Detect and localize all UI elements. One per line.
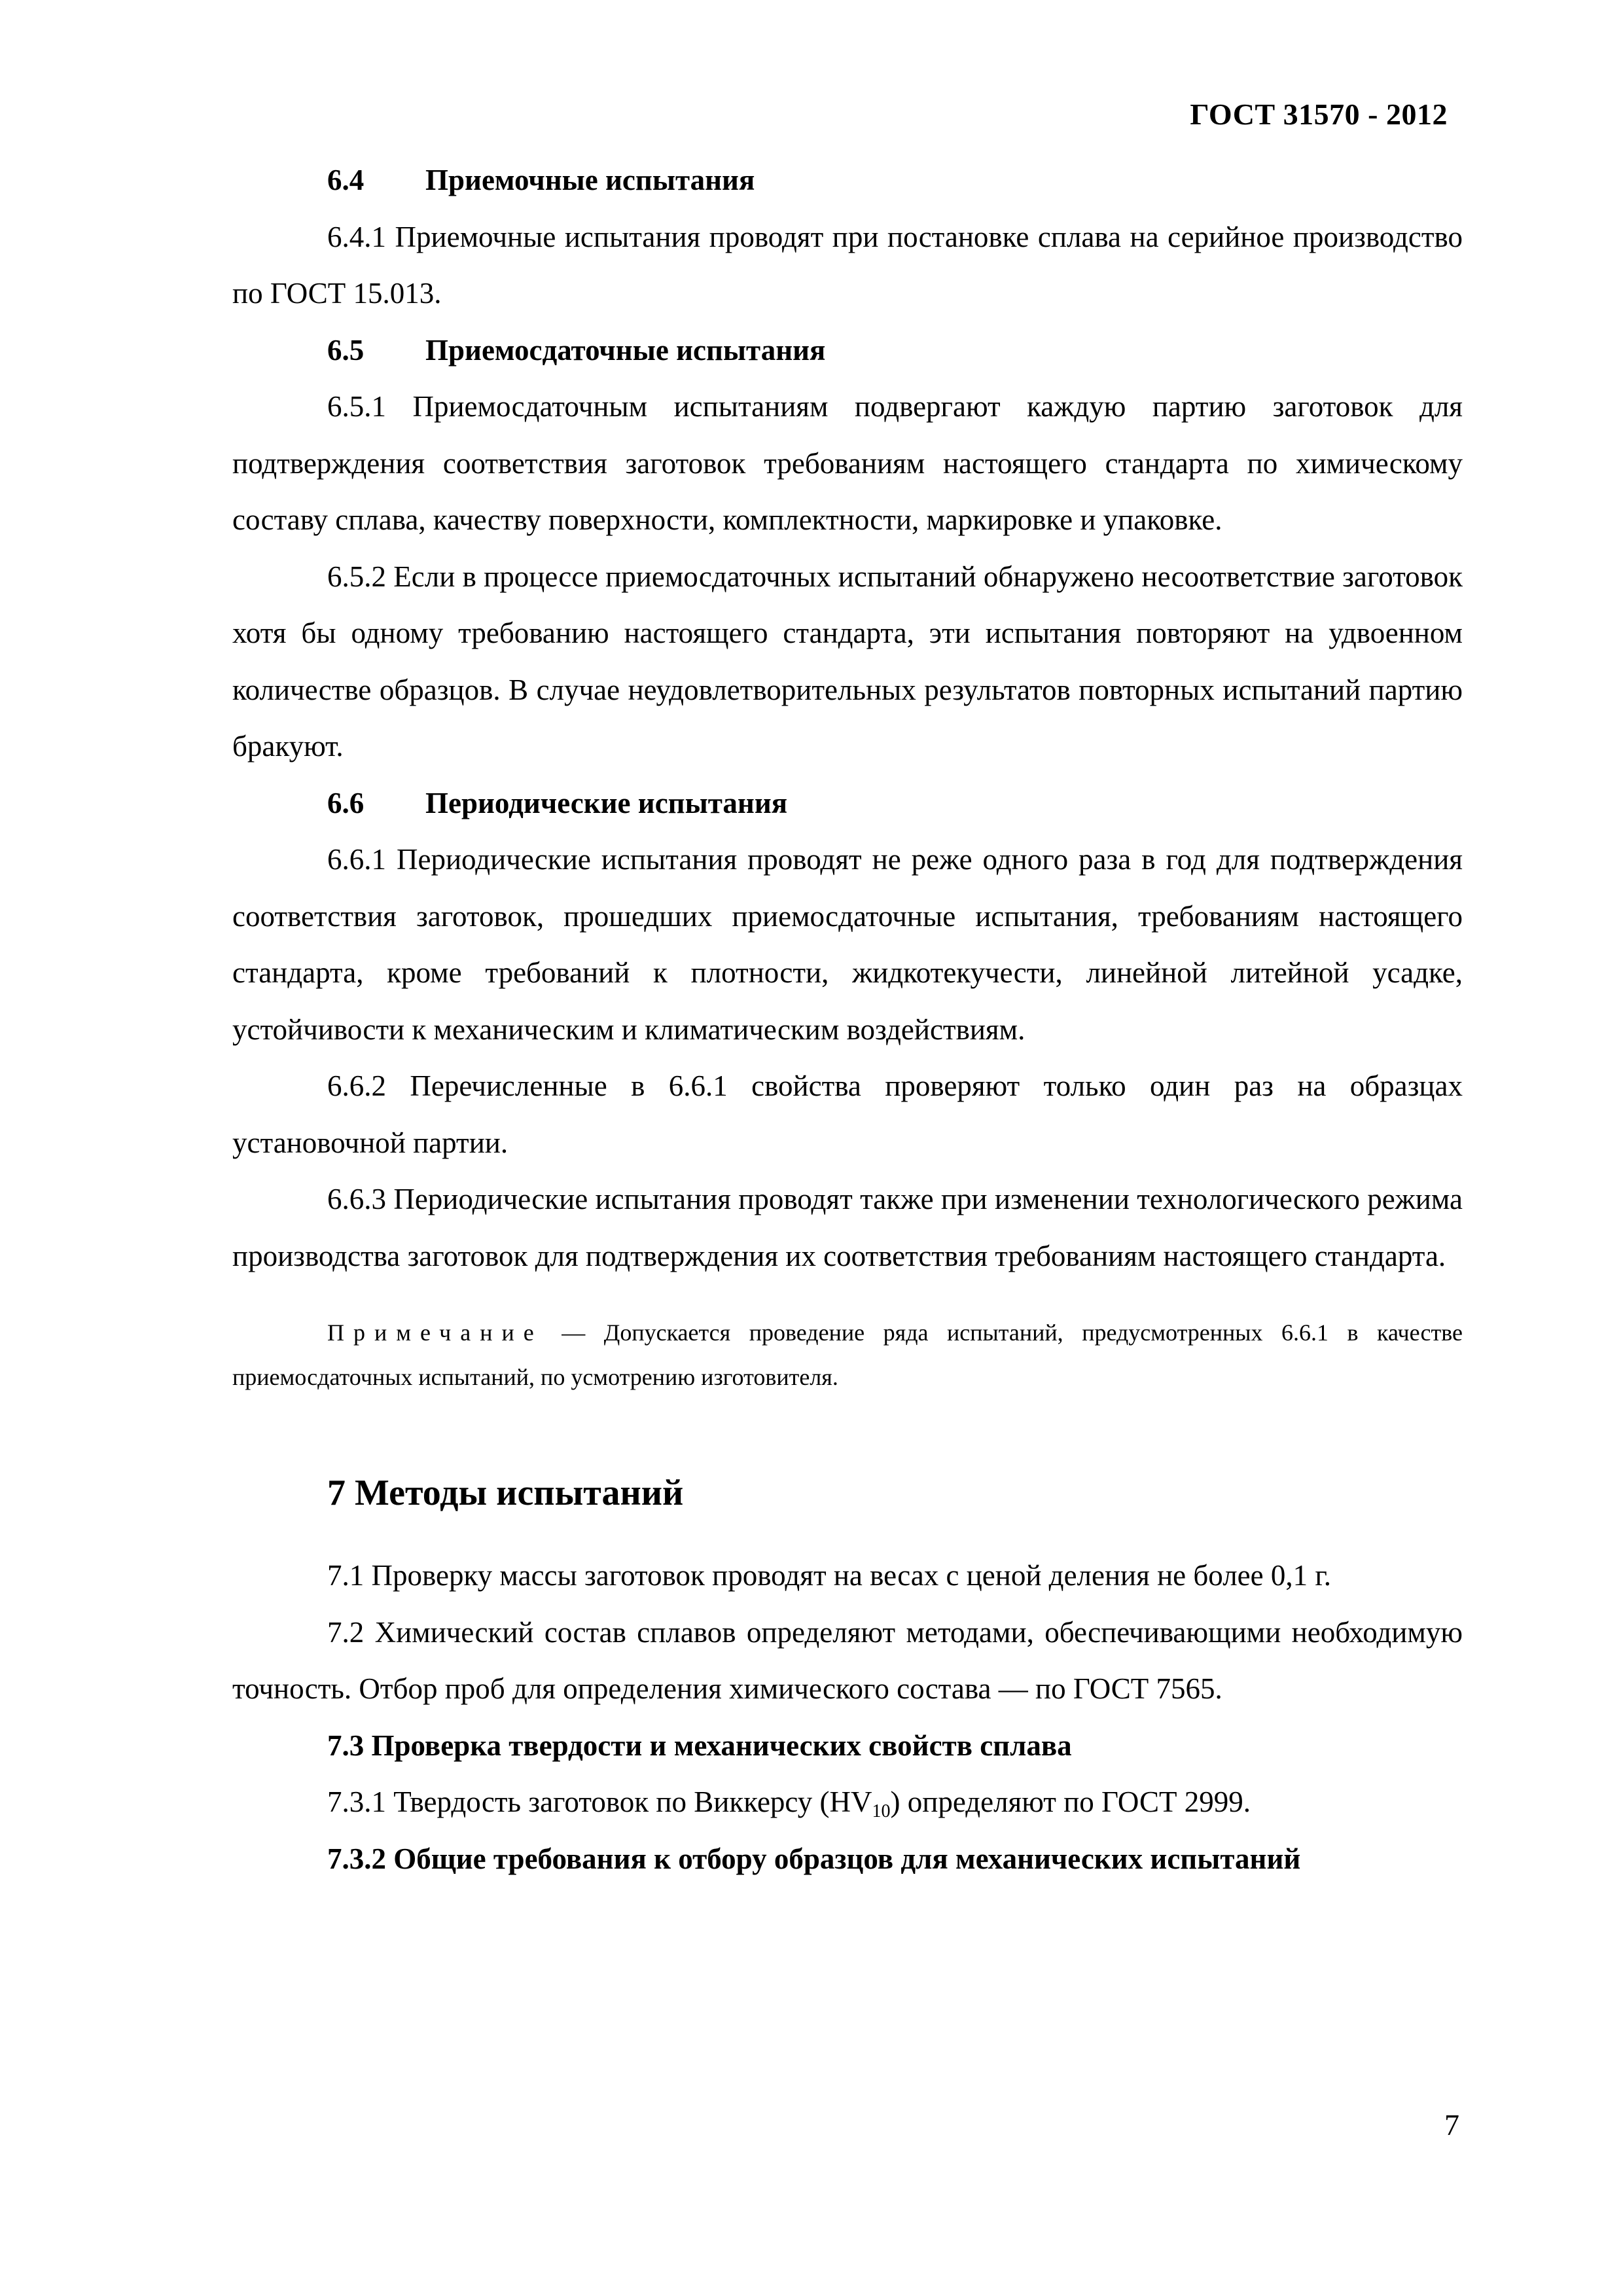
page-content: [232, 152, 1463, 1887]
heading-6-4: [232, 152, 1463, 209]
heading-6-5: [232, 322, 1463, 379]
hardness-subscript: 10: [872, 1801, 891, 1821]
heading-6-6: [232, 775, 1463, 832]
paragraph-7-1: 7.1 Проверку массы заготовок проводят на весах с ценой деления не более 0,1 г.: [327, 1559, 1331, 1592]
paragraph-6-6-3: 6.6.3 Периодические испытания проводят также при изменении технологического режима производства заготовок для подтверждения их соответствия требованиям настоящего стандарта.: [232, 1183, 1463, 1272]
paragraph-7-2: 7.2 Химический состав сплавов определяют методами, обеспечивающими необходимую точность. Отбор проб для определения химического состава — по ГОСТ 7565.: [232, 1615, 1463, 1705]
paragraph-6-6-1: 6.6.1 Периодические испытания проводят не реже одного раза в год для подтверждения соответствия заготовок, прошедших приемосдаточные испытания, требованиям настоящего стандарта, кроме требований к плотности, жидкотекучести, линейной литейной усадке, устойчивости к механическим и климатическим воздействиям.: [232, 843, 1463, 1046]
heading-7-3: 7.3 Проверка твердости и механических свойств сплава: [327, 1729, 1072, 1762]
paragraph-7-3-1-text-start: 7.3.1 Твердость заготовок по Виккерсу (HV: [327, 1785, 872, 1818]
paragraph-6-5-2: 6.5.2 Если в процессе приемосдаточных испытаний обнаружено несоответствие заготовок хотя бы одному требованию настоящего стандарта, эти испытания повторяют на удвоенном количестве образцов. В случае неудовлетворительных результатов повторных испытаний партию бракуют.: [232, 560, 1463, 762]
paragraph-6-4-1: 6.4.1 Приемочные испытания проводят при постановке сплава на серийное производство по ГОСТ 15.013.: [232, 220, 1463, 310]
heading-6-6-number: 6.6: [327, 786, 365, 819]
heading-7-3-2: 7.3.2 Общие требования к отбору образцов для механических испытаний: [327, 1842, 1301, 1875]
heading-6-4-title: Приемочные испытания: [425, 164, 755, 196]
paragraph-7-3-1: [232, 1774, 1463, 1831]
document-code: ГОСТ 31570 - 2012: [1190, 98, 1448, 131]
section-7-title: 7 Методы испытаний: [327, 1473, 684, 1513]
note-block: [232, 1310, 1463, 1399]
note-label: Примечание: [327, 1319, 543, 1346]
heading-6-6-title: Периодические испытания: [425, 786, 788, 819]
paragraph-6-6-2: 6.6.2 Перечисленные в 6.6.1 свойства проверяют только один раз на образцах установочной партии.: [232, 1069, 1463, 1159]
paragraph-7-3-1-text-end: ) определяют по ГОСТ 2999.: [890, 1785, 1251, 1818]
heading-6-5-title: Приемосдаточные испытания: [425, 333, 826, 367]
note-text: — Допускается проведение ряда испытаний, предусмотренных 6.6.1 в качестве приемосдаточных испытаний, по усмотрению изготовителя.: [232, 1319, 1463, 1390]
heading-6-5-number: 6.5: [327, 333, 365, 367]
heading-6-4-number: 6.4: [327, 164, 365, 196]
page-number: 7: [1444, 2108, 1459, 2142]
paragraph-6-5-1: 6.5.1 Приемосдаточным испытаниям подвергают каждую партию заготовок для подтверждения соответствия заготовок требованиям настоящего стандарта по химическому составу сплава, качеству поверхности, комплектности, маркировке и упаковке.: [232, 390, 1463, 536]
